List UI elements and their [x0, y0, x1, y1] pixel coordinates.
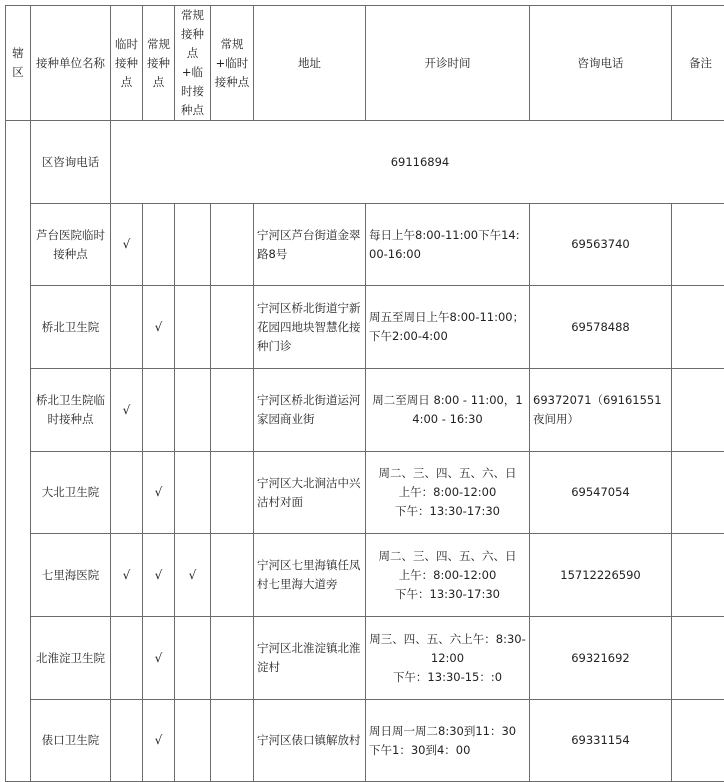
- table-row: [6, 204, 724, 286]
- hours-afternoon: 下午：13:30-15：:0: [369, 668, 526, 687]
- unit-remarks: [672, 534, 724, 617]
- header-hours: 开诊时间: [366, 6, 530, 121]
- regular-plus-temp2-mark: [211, 286, 254, 369]
- regular-plus-temp2-mark: [211, 369, 254, 452]
- unit-address: 宁河区七里海镇任凤村七里海大道旁: [254, 534, 366, 617]
- header-regular-plus-temp2: 常规+临时接种点: [211, 6, 254, 121]
- unit-phone: 69563740: [530, 204, 672, 286]
- unit-phone: 69547054: [530, 452, 672, 534]
- unit-address: 宁河区北淮淀镇北淮淀村: [254, 617, 366, 700]
- table-row: [6, 452, 724, 534]
- temporary-mark: [111, 617, 143, 700]
- unit-name: 桥北卫生院: [31, 286, 111, 369]
- regular-mark: [143, 204, 175, 286]
- table-row: [6, 700, 724, 782]
- unit-name: 大北卫生院: [31, 452, 111, 534]
- unit-address: 宁河区大北涧沽中兴沽村对面: [254, 452, 366, 534]
- regular-plus-temp2-mark: [211, 617, 254, 700]
- temporary-mark: [111, 286, 143, 369]
- table-row: [6, 617, 724, 700]
- regular-mark: [143, 369, 175, 452]
- district-hotline-number: 69116894: [111, 121, 724, 204]
- unit-phone: 69321692: [530, 617, 672, 700]
- unit-phone: 15712226590: [530, 534, 672, 617]
- table-row: [6, 534, 724, 617]
- hours-days-morning: 周三、四、五、六上午：8:30-12:00: [369, 630, 526, 668]
- hours-morning: 上午：8:00-12:00: [369, 566, 526, 585]
- unit-remarks: [672, 700, 724, 782]
- table-row: [6, 369, 724, 452]
- unit-remarks: [672, 204, 724, 286]
- regular-plus-temp2-mark: [211, 204, 254, 286]
- temporary-mark: √: [111, 204, 143, 286]
- regular-plus-temp-mark: [175, 286, 211, 369]
- header-remarks: 备注: [672, 6, 724, 121]
- unit-phone: 69331154: [530, 700, 672, 782]
- header-address: 地址: [254, 6, 366, 121]
- unit-name: 北淮淀卫生院: [31, 617, 111, 700]
- unit-address: 宁河区桥北街道运河家园商业街: [254, 369, 366, 452]
- district-cell: [6, 121, 31, 782]
- unit-remarks: [672, 617, 724, 700]
- regular-plus-temp-mark: [175, 700, 211, 782]
- regular-mark: √: [143, 534, 175, 617]
- hours-morning: 上午：8:00-12:00: [369, 483, 526, 502]
- unit-address: 宁河区芦台街道金翠路8号: [254, 204, 366, 286]
- unit-name: 桥北卫生院临时接种点: [31, 369, 111, 452]
- temporary-mark: √: [111, 369, 143, 452]
- header-row: [6, 6, 724, 121]
- regular-plus-temp2-mark: [211, 534, 254, 617]
- header-regular: 常规接种点: [143, 6, 175, 121]
- unit-hours: 周日周一周二8:30到11：30下午1：30到4：00: [366, 700, 530, 782]
- unit-phone: 69372071（69161551夜间用）: [530, 369, 672, 452]
- unit-remarks: [672, 452, 724, 534]
- unit-hours: 周五至周日上午8:00-11:00；下午2:00-4:00: [366, 286, 530, 369]
- header-regular-plus-temp: 常规接种点+临时接种点: [175, 6, 211, 121]
- regular-plus-temp2-mark: [211, 700, 254, 782]
- unit-address: 宁河区桥北街道宁新花园四地块智慧化接种门诊: [254, 286, 366, 369]
- regular-mark: √: [143, 700, 175, 782]
- unit-hours: 每日上午8:00-11:00下午14:00-16:00: [366, 204, 530, 286]
- header-phone: 咨询电话: [530, 6, 672, 121]
- regular-plus-temp-mark: [175, 452, 211, 534]
- header-unit-name: 接种单位名称: [31, 6, 111, 121]
- unit-name: 俵口卫生院: [31, 700, 111, 782]
- unit-hours: [366, 617, 530, 700]
- unit-remarks: [672, 369, 724, 452]
- vaccination-sites-table: [5, 5, 724, 782]
- regular-plus-temp2-mark: [211, 452, 254, 534]
- header-district: 辖区: [6, 6, 31, 121]
- unit-hours: [366, 452, 530, 534]
- temporary-mark: √: [111, 534, 143, 617]
- regular-plus-temp-mark: [175, 369, 211, 452]
- regular-plus-temp-mark: √: [175, 534, 211, 617]
- unit-name: 七里海医院: [31, 534, 111, 617]
- regular-mark: √: [143, 452, 175, 534]
- unit-hours: [366, 534, 530, 617]
- regular-plus-temp-mark: [175, 204, 211, 286]
- unit-name: 芦台医院临时接种点: [31, 204, 111, 286]
- temporary-mark: [111, 452, 143, 534]
- regular-plus-temp-mark: [175, 617, 211, 700]
- hours-afternoon: 下午：13:30-17:30: [369, 502, 526, 521]
- hours-days: 周二、三、四、五、六、日: [369, 547, 526, 566]
- unit-address: 宁河区俵口镇解放村: [254, 700, 366, 782]
- district-hotline-row: [6, 121, 724, 204]
- hours-afternoon: 下午：13:30-17:30: [369, 585, 526, 604]
- header-temporary: 临时接种点: [111, 6, 143, 121]
- regular-mark: √: [143, 617, 175, 700]
- unit-remarks: [672, 286, 724, 369]
- temporary-mark: [111, 700, 143, 782]
- unit-phone: 69578488: [530, 286, 672, 369]
- hours-days: 周二、三、四、五、六、日: [369, 464, 526, 483]
- unit-hours: 周二至周日 8:00 - 11:00，14:00 - 16:30: [366, 369, 530, 452]
- district-hotline-label: 区咨询电话: [31, 121, 111, 204]
- regular-mark: √: [143, 286, 175, 369]
- table-row: [6, 286, 724, 369]
